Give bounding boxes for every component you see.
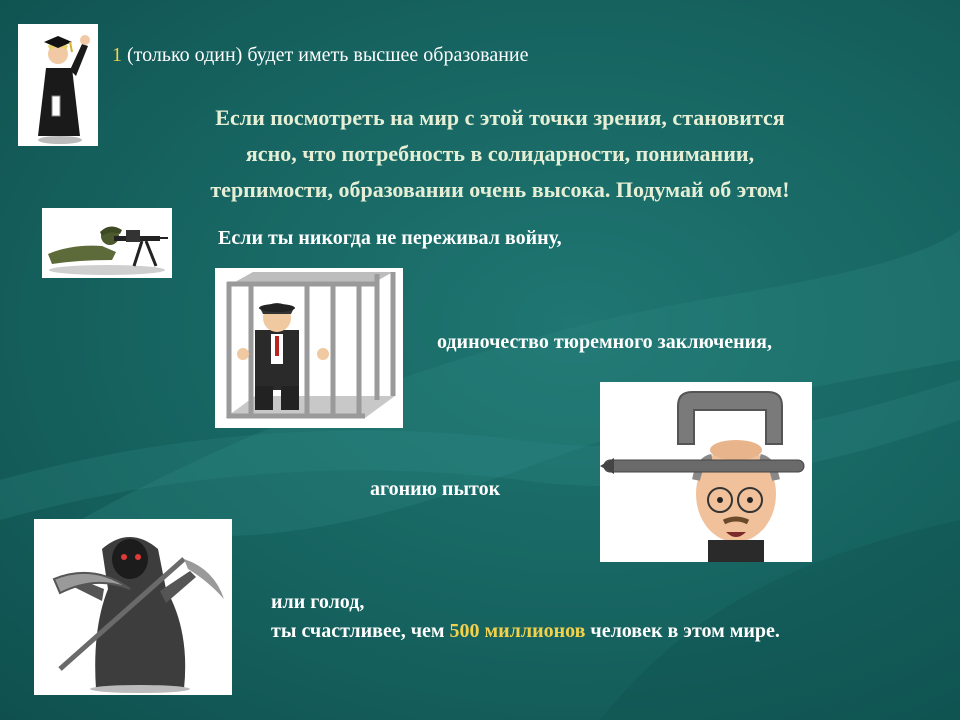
graduate-text: (только один) будет иметь высшее образование <box>122 44 529 66</box>
main-paragraph <box>100 100 900 208</box>
graduate-line <box>112 44 528 67</box>
soldier-image <box>42 208 172 278</box>
final-text-after: человек в этом мире. <box>585 620 780 642</box>
paragraph-line-2: ясно, что потребность в солидарности, понимании, <box>245 141 755 166</box>
graduate-count: 1 <box>112 44 122 66</box>
paragraph-line-3: терпимости, образовании очень высока. Подумай об этом! <box>210 177 790 202</box>
highlight-word: миллионов <box>484 620 586 642</box>
final-text-before: ты счастливее, чем <box>271 620 450 642</box>
paragraph-line-1: Если посмотреть на мир с этой точки зрения, становится <box>215 105 785 130</box>
torture-line: агонию пыток <box>370 478 501 500</box>
war-line: Если ты никогда не переживал войну, <box>218 227 562 249</box>
graduate-image <box>18 24 98 146</box>
hunger-line: или голод, <box>271 591 365 613</box>
reaper-image <box>34 519 232 695</box>
prisoner-image <box>215 268 403 428</box>
highlight-number: 500 <box>449 620 480 642</box>
prison-line: одиночество тюремного заключения, <box>437 331 772 353</box>
final-line <box>271 620 780 643</box>
torture-image <box>600 382 812 562</box>
